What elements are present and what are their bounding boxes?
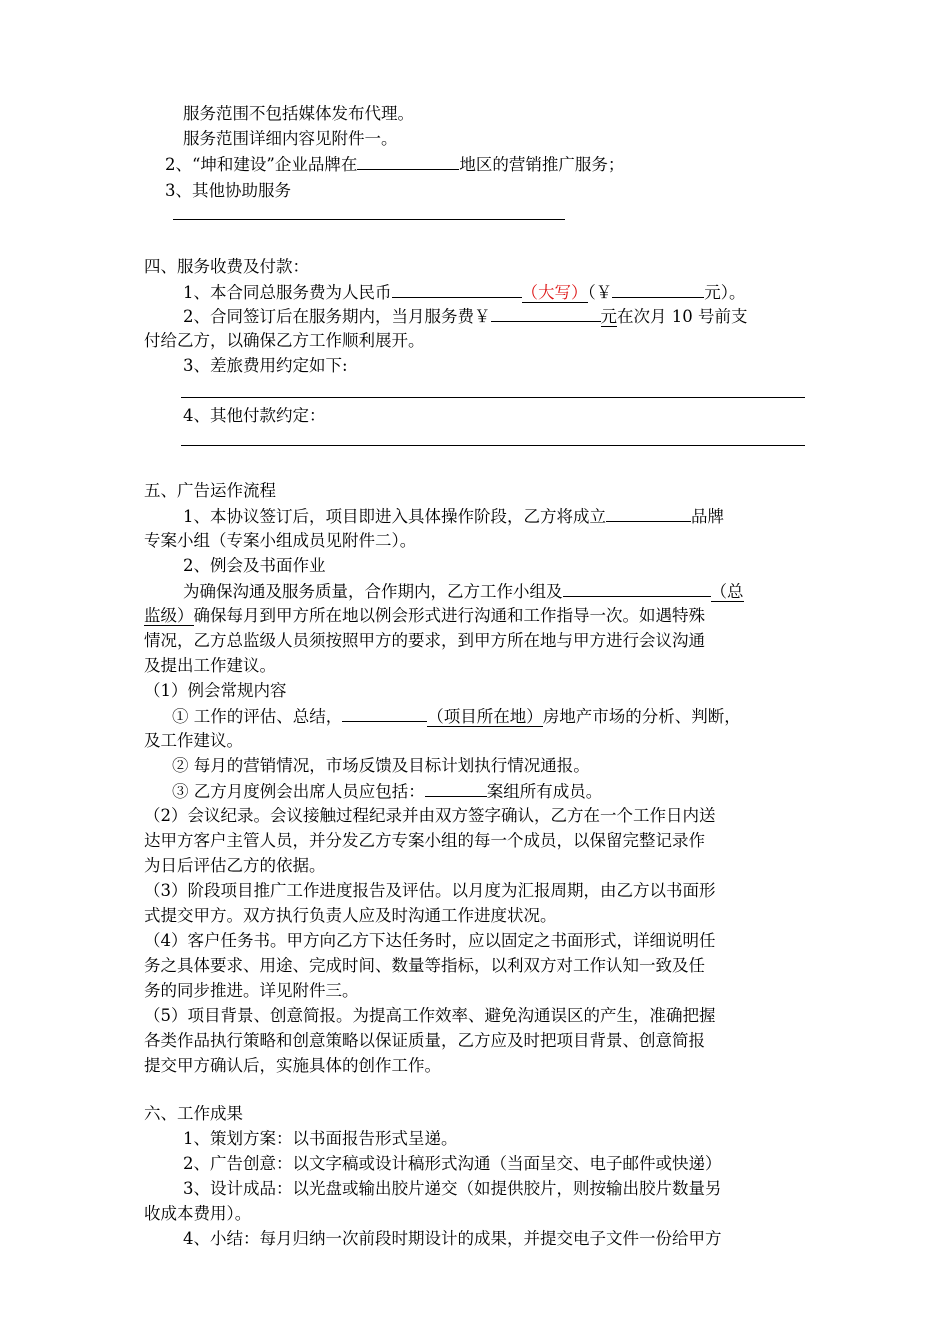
monthly-fee-blank <box>491 305 601 322</box>
brand-name-blank <box>606 505 691 522</box>
deliverable-summary: 4、小结：每月归纳一次前段时期设计的成果，并提交电子文件一份给甲方 <box>183 1229 722 1248</box>
total-fee-blank <box>392 281 522 298</box>
travel-expense-item: 3、差旅费用约定如下: <box>183 356 348 375</box>
section-4-title: 四、服务收费及付款： <box>144 257 309 276</box>
meetings-para-line-2: 监级）确保每月到甲方所在地以例会形式进行沟通和工作指导一次。如遇特殊 <box>144 606 705 625</box>
minutes-para-line-3: 为日后评估乙方的依据。 <box>144 856 326 875</box>
deliverable-design-cont: 收成本费用）。 <box>144 1204 252 1223</box>
meeting-content-1-cont: 及工作建议。 <box>144 731 243 750</box>
other-payment-blank-line <box>181 445 805 446</box>
task-brief-line-1: （4）客户任务书。甲方向乙方下达任务时，应以固定之书面形式，详细说明任 <box>144 931 716 950</box>
director-blank <box>563 580 711 597</box>
fee-amount-blank <box>612 281 704 298</box>
brand-promotion-item: 2、“坤和建设”企业品牌在 地区的营销推广服务； <box>165 155 625 174</box>
travel-expense-blank-line <box>181 397 805 398</box>
other-services-blank-line <box>173 219 565 220</box>
deliverable-design: 3、设计成品：以光盘或输出胶片递交（如提供胶片，则按输出胶片数量另 <box>183 1179 722 1198</box>
deliverable-creative: 2、广告创意：以文字稿或设计稿形式沟通（当面呈交、电子邮件或快递） <box>183 1154 722 1173</box>
deliverable-plan: 1、策划方案：以书面报告形式呈递。 <box>183 1129 458 1148</box>
scope-exclusion-line: 服务范围不包括媒体发布代理。 <box>183 104 414 123</box>
meeting-content-1: ① 工作的评估、总结， （项目所在地）房地产市场的分析、判断， <box>172 707 741 726</box>
monthly-fee-item: 2、合同签订后在服务期内，当月服务费￥ 元在次月 10 号前支 <box>183 307 748 326</box>
section-6-title: 六、工作成果 <box>144 1104 243 1123</box>
meetings-item: 2、例会及书面作业 <box>183 556 326 575</box>
total-fee-item: 1、本合同总服务费为人民币 （大写）（￥ 元）。 <box>183 283 746 302</box>
meeting-content-2: ② 每月的营销情况，市场反馈及目标计划执行情况通报。 <box>172 756 590 775</box>
project-location-blank <box>342 705 427 722</box>
meeting-content-3: ③ 乙方月度例会出席人员应包括： 案组所有成员。 <box>172 782 603 801</box>
scope-annex-line: 服务范围详细内容见附件一。 <box>183 129 398 148</box>
creative-brief-line-3: 提交甲方确认后，实施具体的创作工作。 <box>144 1056 441 1075</box>
creative-brief-line-2: 各类作品执行策略和创意策略以保证质量，乙方应及时把项目背景、创意简报 <box>144 1031 705 1050</box>
attendees-blank <box>425 780 487 797</box>
other-payment-item: 4、其他付款约定： <box>183 406 326 425</box>
other-services-item: 3、其他协助服务 <box>165 181 291 200</box>
creative-brief-line-1: （5）项目背景、创意简报。为提高工作效率、避免沟通误区的产生，准确把握 <box>144 1006 716 1025</box>
progress-report-line-1: （3）阶段项目推广工作进度报告及评估。以月度为汇报周期，由乙方以书面形 <box>144 881 716 900</box>
project-team-item: 1、本协议签订后，项目即进入具体操作阶段，乙方将成立 品牌 <box>183 507 724 526</box>
section-5-title: 五、广告运作流程 <box>144 481 276 500</box>
project-team-item-cont: 专案小组（专案小组成员见附件二）。 <box>144 531 417 550</box>
task-brief-line-2: 务之具体要求、用途、完成时间、数量等指标，以利双方对工作认知一致及任 <box>144 956 705 975</box>
region-blank <box>357 153 459 170</box>
minutes-para-line-2: 达甲方客户主管人员，并分发乙方专案小组的每一个成员，以保留完整记录作 <box>144 831 705 850</box>
meetings-para-line-3: 情况，乙方总监级人员须按照甲方的要求，到甲方所在地与甲方进行会议沟通 <box>144 631 705 650</box>
meetings-para-line-4: 及提出工作建议。 <box>144 656 276 675</box>
meeting-content-heading: （1）例会常规内容 <box>144 681 287 700</box>
task-brief-line-3: 务的同步推进。详见附件三。 <box>144 981 359 1000</box>
progress-report-line-2: 式提交甲方。双方执行负责人应及时沟通工作进度状况。 <box>144 906 557 925</box>
meetings-para-line-1: 为确保沟通及服务质量，合作期内，乙方工作小组及 （总 <box>183 582 744 601</box>
capital-amount-note: （大写） <box>521 283 588 302</box>
monthly-fee-item-cont: 付给乙方，以确保乙方工作顺利展开。 <box>144 331 425 350</box>
minutes-para-line-1: （2）会议纪录。会议接触过程纪录并由双方签字确认，乙方在一个工作日内送 <box>144 806 716 825</box>
